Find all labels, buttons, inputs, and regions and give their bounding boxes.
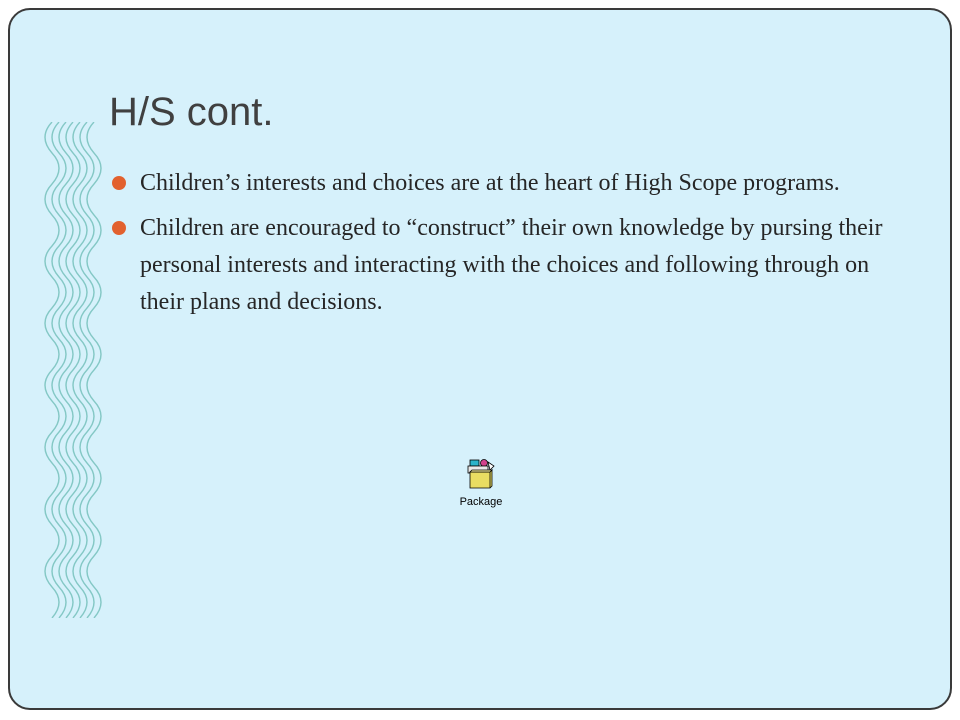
bullet-point-icon — [112, 176, 126, 190]
package-icon — [464, 456, 498, 490]
slide-title: H/S cont. — [109, 90, 274, 134]
bullet-item-interests — [110, 165, 910, 202]
bullet-item-construct — [110, 210, 910, 321]
bullet-text: Children’s interests and choices are at the heart of High Scope programs. — [140, 170, 840, 196]
package-label: Package — [459, 496, 503, 508]
decorative-wave-lines — [34, 122, 118, 618]
bullet-list — [110, 165, 910, 329]
package-object[interactable] — [444, 456, 518, 516]
slide — [8, 8, 952, 710]
bullet-point-icon — [112, 221, 126, 235]
bullet-text: Children are encouraged to “construct” their own knowledge by pursing their personal interests and interacting with the choices and following through on their plans and decisions. — [140, 215, 883, 315]
